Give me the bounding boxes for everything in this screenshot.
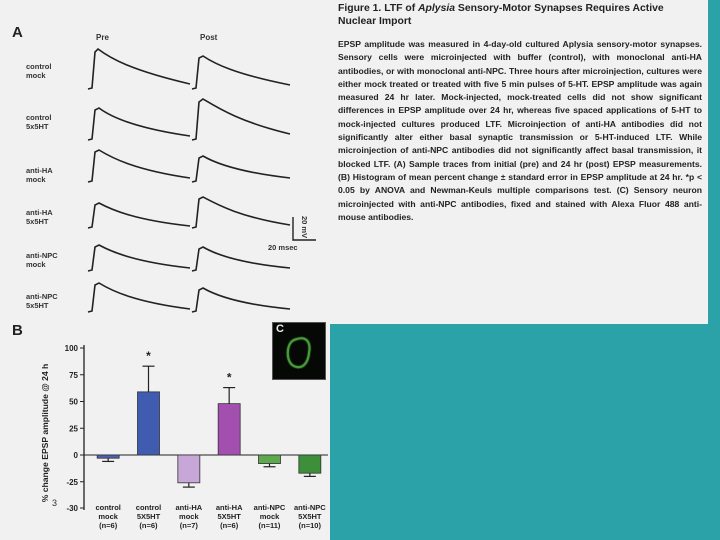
category-label: (n=6): [220, 521, 239, 530]
panel-a-letter: A: [12, 24, 23, 41]
trace-control-5x5ht-post: [192, 99, 290, 140]
trace-antinpc-5x5ht-pre: [88, 283, 190, 312]
column-header-pre: Pre: [96, 33, 109, 42]
condition-label-antiha-mock: anti-HA mock: [26, 166, 53, 184]
category-label: (n=10): [298, 521, 321, 530]
y-tick-label: 75: [69, 370, 78, 380]
condition-label-antinpc-5x5ht: anti-NPC 5x5HT: [26, 292, 58, 310]
category-label: 5X5HT: [136, 512, 161, 521]
category-label: anti-NPC: [293, 503, 326, 512]
significance-marker: *: [146, 349, 151, 364]
category-label: (n=6): [99, 521, 118, 530]
bar: [97, 455, 119, 458]
category-label: mock: [179, 512, 199, 521]
category-label: anti-HA: [175, 503, 203, 512]
condition-label-antinpc-mock: anti-NPC mock: [26, 251, 58, 269]
trace-control-5x5ht-pre: [88, 108, 190, 140]
significance-marker: *: [226, 370, 232, 385]
trace-antiha-5x5ht-post: [192, 197, 290, 228]
y-tick-label: -25: [66, 477, 78, 487]
category-label: 5X5HT: [217, 512, 241, 521]
category-label: anti-NPC: [253, 503, 286, 512]
scale-bar-time: 20 msec: [268, 243, 298, 252]
figure-caption: [330, 0, 708, 324]
category-label: control: [135, 503, 162, 512]
panel-b-letter: B: [12, 322, 23, 339]
trace-antiha-5x5ht-pre: [88, 203, 190, 228]
epsp-traces: [88, 49, 290, 312]
y-tick-label: 50: [69, 397, 78, 407]
category-label: mock: [259, 512, 280, 521]
condition-label-control-mock: control mock: [26, 62, 52, 80]
y-tick-label: 0: [73, 451, 78, 460]
scale-bar: [268, 216, 316, 252]
trace-antiha-mock-post: [192, 156, 290, 182]
category-label: (n=6): [139, 521, 158, 530]
y-tick-label: -30: [66, 504, 78, 513]
trace-antinpc-5x5ht-post: [192, 288, 290, 312]
category-label: anti-HA: [215, 503, 243, 512]
trace-antinpc-mock-pre: [88, 245, 190, 271]
scale-bar-voltage: 20 mV: [300, 216, 309, 239]
epsp-histogram: [40, 344, 328, 530]
category-label: mock: [98, 512, 118, 521]
category-label: (n=7): [179, 521, 198, 530]
bar: [259, 455, 281, 464]
trace-control-mock-pre: [88, 49, 190, 89]
caption-title: Figure 1. LTF of Aplysia Sensory-Motor Synapses Requires Active Nuclear Import: [338, 3, 664, 27]
category-label: control: [95, 503, 121, 512]
bar: [299, 455, 321, 473]
column-header-post: Post: [200, 33, 218, 42]
panel-c-letter: C: [276, 323, 284, 335]
caption-body: EPSP amplitude was measured in 4-day-old cultured Aplysia sensory-motor synapses. Sensory cells were microinjected with buffer (control), with monoclonal anti-HA antibodies, or with monoclonal anti-NPC. Three hours after microinjection, cultures were either mock treated or treated with five 5 min pulses of 5-HT. EPSP amplitude was again measured 24 hr later. Mock-injected, mock-treated cells did not show significant differences in EPSP amplitude over 24 hr, whereas five spaced applications of 5-HT to mock-injected cultures produced LTF. Microinjection of anti-HA antibodies did not significantly alter either basal synaptic transmission or 5-HT-induced LTF. While microinjection of anti-NPC antibodies did not significantly affect basal transmission, it blocked LTF. (A) Sample traces from initial (pre) and 24 hr (post) EPSP measurements. (B) Histogram of mean percent change ± standard error in EPSP amplitude at 24 hr. *p < 0.05 by ANOVA and Newman-Keuls multiple comparisons test. (C) Sensory neuron microinjected with anti-NPC antibodies, fixed and stained with Alexa Fluor 488 anti-mouse antibodies.: [338, 39, 702, 222]
y-axis-label: % change EPSP amplitude @ 24 h: [40, 363, 50, 503]
category-label: (n=11): [258, 521, 281, 530]
page-number: 3: [52, 498, 58, 508]
bar: [138, 392, 160, 455]
trace-control-mock-post: [192, 56, 290, 89]
category-label: 5X5HT: [298, 512, 322, 521]
condition-label-antiha-5x5ht: anti-HA 5x5HT: [26, 208, 53, 226]
bar: [178, 455, 200, 483]
bar: [218, 404, 240, 455]
y-tick-label: 100: [64, 344, 78, 353]
y-tick-label: 25: [69, 424, 78, 434]
figure-graphics: [0, 0, 330, 540]
condition-label-control-5x5ht: control 5x5HT: [26, 113, 52, 131]
trace-antiha-mock-pre: [88, 150, 190, 182]
